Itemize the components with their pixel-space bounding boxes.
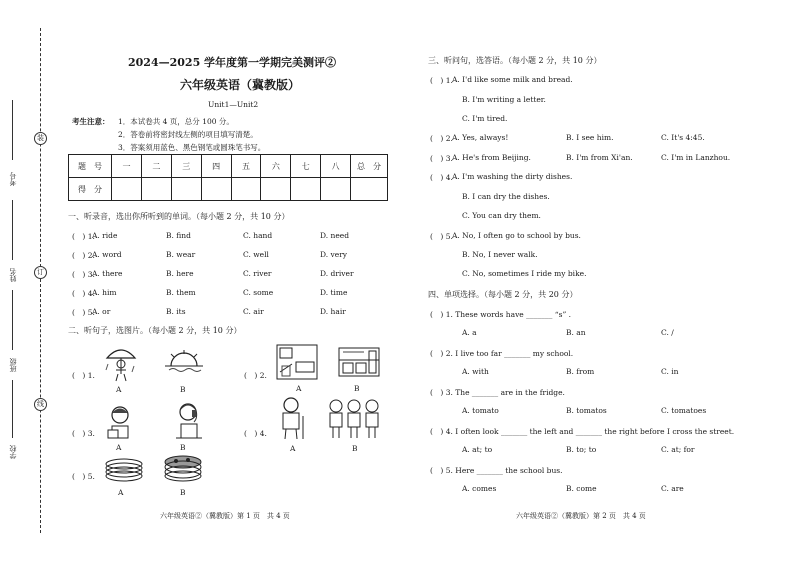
s4-q4-b[interactable]: B. to; to bbox=[566, 445, 597, 454]
s3-q3-num: ( ) 3. bbox=[430, 154, 453, 163]
s1-q2-a[interactable]: A. word bbox=[92, 250, 122, 259]
score-cell[interactable] bbox=[291, 178, 321, 201]
page2-footer: 六年级英语②（冀教版）第 2 页 共 4 页 bbox=[516, 512, 646, 520]
s3-q3-c[interactable]: C. I'm in Lanzhou. bbox=[661, 153, 731, 162]
label-class: 班级 bbox=[9, 358, 17, 372]
s3-q1-a[interactable]: A. I'd like some milk and bread. bbox=[452, 75, 573, 84]
seal-circle-1: 装 bbox=[34, 132, 47, 145]
score-value-row bbox=[69, 178, 388, 201]
exam-subtitle: 六年级英语（冀教版） bbox=[180, 78, 301, 92]
score-header-cell: 二 bbox=[141, 155, 171, 178]
s2-q4-pic-b-three-kids-icon[interactable] bbox=[326, 398, 382, 442]
s4-q1-c[interactable]: C. / bbox=[661, 328, 674, 337]
s2-q4-num: ( ) 4. bbox=[244, 429, 267, 438]
s2-q5-pic-b-dirty-plates-icon[interactable] bbox=[162, 454, 204, 484]
notice-line-1: 1．本试卷共 4 页，总分 100 分。 bbox=[118, 117, 234, 126]
s4-q4-c[interactable]: C. at; for bbox=[661, 445, 695, 454]
s3-q5-c[interactable]: C. No, sometimes I ride my bike. bbox=[462, 269, 587, 278]
s4-q1-a[interactable]: A. a bbox=[462, 328, 477, 337]
s3-q5-a[interactable]: A. No, I often go to school by bus. bbox=[452, 231, 581, 240]
score-header-cell: 四 bbox=[201, 155, 231, 178]
s3-q1-num: ( ) 1. bbox=[430, 76, 453, 85]
s2-q3-pic-a-girl-reading-icon[interactable] bbox=[104, 404, 138, 446]
score-cell[interactable] bbox=[201, 178, 231, 201]
s3-q2-a[interactable]: A. Yes, always! bbox=[452, 133, 509, 142]
s3-q5-b[interactable]: B. No, I never walk. bbox=[462, 250, 538, 259]
section4-heading: 四、单项选择。（每小题 2 分，共 20 分） bbox=[428, 290, 578, 299]
s2-q1-num: ( ) 1. bbox=[72, 371, 95, 380]
s2-q2-pic-a-bedroom-icon[interactable] bbox=[276, 344, 318, 382]
s3-q1-c[interactable]: C. I'm tired. bbox=[462, 114, 508, 123]
score-header-cell: 三 bbox=[171, 155, 201, 178]
class-line[interactable] bbox=[12, 290, 13, 350]
section1-heading: 一、听录音，选出你所听到的单词。（每小题 2 分，共 10 分） bbox=[68, 212, 290, 221]
seal-circle-2: 订 bbox=[34, 266, 47, 279]
s2-q1-label-b: B bbox=[180, 385, 186, 394]
s1-q1-num: ( ) 1. bbox=[72, 232, 95, 241]
notice-label: 考生注意： bbox=[72, 117, 110, 126]
exam-title: 2024—2025 学年度第一学期完美测评② bbox=[128, 56, 337, 69]
s2-q3-label-a: A bbox=[116, 443, 122, 452]
s2-q4-pic-a-old-man-icon[interactable] bbox=[276, 396, 310, 442]
s1-q2-num: ( ) 2. bbox=[72, 251, 95, 260]
s4-q2-stem: ( ) 2. I live too far _______ my school. bbox=[430, 349, 574, 358]
s2-q5-label-a: A bbox=[118, 488, 124, 497]
s3-q3-b[interactable]: B. I'm from Xi'an. bbox=[566, 153, 633, 162]
s4-q2-c[interactable]: C. in bbox=[661, 367, 679, 376]
score-cell[interactable] bbox=[231, 178, 261, 201]
section2-heading: 二、听句子，选图片。（每小题 2 分，共 10 分） bbox=[68, 326, 242, 335]
s2-q3-num: ( ) 3. bbox=[72, 429, 95, 438]
s4-q2-a[interactable]: A. with bbox=[462, 367, 489, 376]
s1-q5-c[interactable]: C. air bbox=[243, 307, 264, 316]
label-school: 学校 bbox=[9, 445, 17, 459]
s4-q4-a[interactable]: A. at; to bbox=[462, 445, 493, 454]
s1-q1-c[interactable]: C. hand bbox=[243, 231, 273, 240]
notice-line-2: 2．答卷前将密封线左侧的项目填写清楚。 bbox=[118, 130, 258, 139]
seal-circle-3: 线 bbox=[34, 398, 47, 411]
s2-q1-label-a: A bbox=[116, 385, 122, 394]
s1-q3-b[interactable]: B. here bbox=[166, 269, 194, 278]
score-row-label: 得 分 bbox=[69, 178, 112, 201]
s1-q3-c[interactable]: C. river bbox=[243, 269, 272, 278]
score-header-cell: 总 分 bbox=[351, 155, 388, 178]
s2-q3-label-b: B bbox=[180, 443, 186, 452]
s1-q3-num: ( ) 3. bbox=[72, 270, 95, 279]
score-cell[interactable] bbox=[141, 178, 171, 201]
name-line[interactable] bbox=[12, 200, 13, 260]
score-header-cell: 六 bbox=[261, 155, 291, 178]
score-header-cell: 题 号 bbox=[69, 155, 112, 178]
s4-q3-b[interactable]: B. tomatos bbox=[566, 406, 607, 415]
label-name: 姓名 bbox=[9, 268, 17, 282]
s2-q2-pic-b-kitchen-icon[interactable] bbox=[338, 344, 380, 380]
s4-q5-b[interactable]: B. come bbox=[566, 484, 597, 493]
exam-units: Unit1—Unit2 bbox=[208, 100, 259, 109]
s4-q3-c[interactable]: C. tomatoes bbox=[661, 406, 707, 415]
score-header-row bbox=[69, 155, 388, 178]
s1-q3-a[interactable]: A. there bbox=[92, 269, 123, 278]
s4-q1-stem: ( ) 1. These words have _______ “s” . bbox=[430, 310, 572, 319]
score-cell[interactable] bbox=[171, 178, 201, 201]
score-cell[interactable] bbox=[261, 178, 291, 201]
s2-q1-pic-b-sunrise-icon[interactable] bbox=[163, 348, 205, 378]
s2-q1-pic-a-umbrella-rain-icon[interactable] bbox=[104, 344, 138, 384]
score-header-cell: 五 bbox=[231, 155, 261, 178]
s1-q1-b[interactable]: B. find bbox=[166, 231, 191, 240]
s4-q1-b[interactable]: B. an bbox=[566, 328, 586, 337]
binding-strip bbox=[0, 0, 60, 561]
s2-q2-label-b: B bbox=[354, 384, 360, 393]
notice-line-3: 3．答案须用蓝色、黑色钢笔或圆珠笔书写。 bbox=[118, 143, 266, 152]
s4-q3-a[interactable]: A. tomato bbox=[462, 406, 499, 415]
s2-q2-num: ( ) 2. bbox=[244, 371, 267, 380]
label-exam-number: 考号 bbox=[9, 172, 17, 186]
s3-q5-num: ( ) 5. bbox=[430, 232, 453, 241]
s3-q2-num: ( ) 2. bbox=[430, 134, 453, 143]
s2-q5-num: ( ) 5. bbox=[72, 472, 95, 481]
score-header-cell: 七 bbox=[291, 155, 321, 178]
s3-q4-b[interactable]: B. I can dry the dishes. bbox=[462, 192, 550, 201]
s1-q4-num: ( ) 4. bbox=[72, 289, 95, 298]
section3-heading: 三、听问句，选答语。（每小题 2 分，共 10 分） bbox=[428, 56, 602, 65]
s1-q4-c[interactable]: C. some bbox=[243, 288, 274, 297]
s1-q1-d[interactable]: D. need bbox=[320, 231, 350, 240]
s2-q4-label-b: B bbox=[352, 444, 358, 453]
s1-q2-b[interactable]: B. wear bbox=[166, 250, 196, 259]
school-line[interactable] bbox=[12, 380, 13, 438]
s2-q2-label-a: A bbox=[296, 384, 302, 393]
s3-q3-a[interactable]: A. He's from Beijing. bbox=[452, 153, 531, 162]
s4-q5-stem: ( ) 5. Here _______ the school bus. bbox=[430, 466, 563, 475]
score-cell[interactable] bbox=[112, 178, 142, 201]
s1-q5-a[interactable]: A. or bbox=[92, 307, 111, 316]
s3-q4-a[interactable]: A. I'm washing the dirty dishes. bbox=[452, 172, 573, 181]
s3-q4-num: ( ) 4. bbox=[430, 173, 453, 182]
page1-footer: 六年级英语②（冀教版）第 1 页 共 4 页 bbox=[160, 512, 290, 520]
s4-q3-stem: ( ) 3. The _______ are in the fridge. bbox=[430, 388, 565, 397]
s1-q2-c[interactable]: C. well bbox=[243, 250, 269, 259]
s1-q4-b[interactable]: B. them bbox=[166, 288, 196, 297]
score-cell[interactable] bbox=[321, 178, 351, 201]
s3-q2-b[interactable]: B. I see him. bbox=[566, 133, 614, 142]
s2-q5-pic-a-clean-plates-icon[interactable] bbox=[104, 456, 144, 484]
score-header-cell: 一 bbox=[112, 155, 142, 178]
s3-q1-b[interactable]: B. I'm writing a letter. bbox=[462, 95, 546, 104]
score-table bbox=[68, 154, 388, 201]
s1-q5-d[interactable]: D. hair bbox=[320, 307, 346, 316]
s4-q4-stem: ( ) 4. I often look _______ the left and _______ the right before I cross the street. bbox=[430, 427, 735, 436]
s1-q4-d[interactable]: D. time bbox=[320, 288, 348, 297]
s1-q1-a[interactable]: A. ride bbox=[92, 231, 118, 240]
s3-q2-c[interactable]: C. It's 4:45. bbox=[661, 133, 705, 142]
s4-q2-b[interactable]: B. from bbox=[566, 367, 595, 376]
s3-q4-c[interactable]: C. You can dry them. bbox=[462, 211, 541, 220]
seal-line bbox=[40, 28, 41, 533]
s4-q5-a[interactable]: A. comes bbox=[462, 484, 497, 493]
s1-q5-num: ( ) 5. bbox=[72, 308, 95, 317]
s1-q5-b[interactable]: B. its bbox=[166, 307, 186, 316]
s1-q2-d[interactable]: D. very bbox=[320, 250, 348, 259]
s2-q4-label-a: A bbox=[290, 444, 296, 453]
s4-q5-c[interactable]: C. are bbox=[661, 484, 684, 493]
s1-q3-d[interactable]: D. driver bbox=[320, 269, 354, 278]
score-cell[interactable] bbox=[351, 178, 388, 201]
s2-q3-pic-b-girl-phone-icon[interactable] bbox=[172, 400, 206, 446]
s1-q4-a[interactable]: A. him bbox=[92, 288, 117, 297]
s2-q5-label-b: B bbox=[180, 488, 186, 497]
score-header-cell: 八 bbox=[321, 155, 351, 178]
exam-number-line[interactable] bbox=[12, 100, 13, 160]
